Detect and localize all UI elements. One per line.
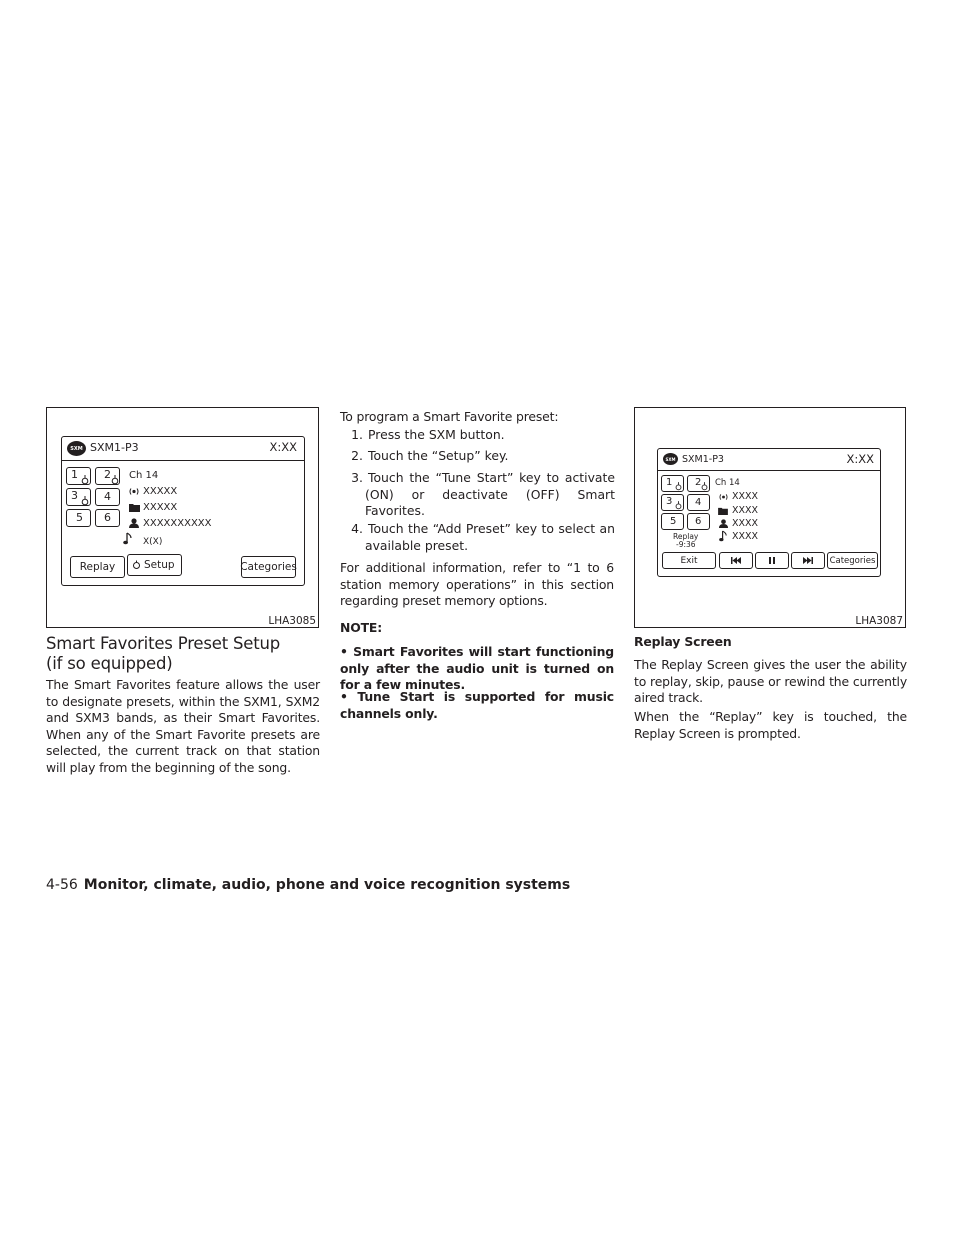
clock: X:XX xyxy=(269,440,297,454)
step-text: Press the SXM button. xyxy=(368,427,505,442)
preset-1-button[interactable] xyxy=(661,475,684,492)
clock: X:XX xyxy=(846,452,874,466)
step-3 xyxy=(340,470,615,520)
folder-icon xyxy=(129,503,140,512)
section-paragraph: The Smart Favorites feature allows the user to designate presets, within the SXM1, SXM2 and SXM3 bands, as their Smart Favorites. When any of the Smart Favorite presets are selected, the current track on that station will play from the beginning of the song. xyxy=(46,677,320,775)
presets-icon xyxy=(81,496,89,506)
skip-forward-button[interactable] xyxy=(791,552,825,569)
setup-icon xyxy=(132,560,141,570)
figure-code: LHA3087 xyxy=(855,615,903,627)
skip-back-icon xyxy=(731,557,741,564)
page-footer xyxy=(46,877,570,893)
replay-time: -9:36 xyxy=(676,540,696,549)
skip-forward-icon xyxy=(803,557,813,564)
preset-4-button[interactable] xyxy=(95,488,120,506)
preset-3-button[interactable] xyxy=(661,494,684,511)
presets-icon xyxy=(111,475,119,485)
preset-1-button[interactable] xyxy=(66,467,91,485)
figure-code: LHA3085 xyxy=(268,615,316,627)
program-intro: To program a Smart Favorite preset: xyxy=(340,409,559,424)
section-heading xyxy=(46,634,326,674)
replay-paragraph-1: The Replay Screen gives the user the ability to replay, skip, pause or rewind the currently aired track. xyxy=(634,657,907,706)
preset-number: 3 xyxy=(666,496,673,507)
step-number: 3. xyxy=(351,470,363,485)
step-text: Touch the “Add Preset” key to select an available preset. xyxy=(365,521,615,553)
name-line: XXXX xyxy=(732,518,759,529)
folder-icon xyxy=(718,507,728,515)
music-note-icon xyxy=(719,530,728,542)
music-note-icon xyxy=(123,532,133,545)
sxm-logo: SXM xyxy=(663,453,678,465)
song-line: X(X) xyxy=(143,537,163,547)
preset-4-button[interactable] xyxy=(687,494,710,511)
audio-screen xyxy=(657,448,881,577)
replay-paragraph-2: When the “Replay” key is touched, the Replay Screen is prompted. xyxy=(634,709,907,741)
setup-button[interactable] xyxy=(127,554,182,576)
title-divider xyxy=(658,470,880,471)
setup-label: Setup xyxy=(144,559,175,571)
artist-line: XXXXX xyxy=(143,486,178,497)
preset-number: 2 xyxy=(104,468,111,481)
preset-number: 3 xyxy=(71,489,78,502)
song-line: XXXX xyxy=(732,531,759,542)
broadcast-icon xyxy=(718,493,729,501)
preset-number: 4 xyxy=(104,490,111,503)
title-divider xyxy=(62,460,304,461)
step-4 xyxy=(340,521,615,554)
presets-icon xyxy=(701,482,708,491)
channel-label: Ch 14 xyxy=(715,478,740,488)
presets-icon xyxy=(675,501,682,510)
replay-button[interactable]: Replay xyxy=(70,556,125,578)
band-label: SXM1-P3 xyxy=(90,441,139,454)
broadcast-icon xyxy=(128,487,140,496)
note-item-1: • Smart Favorites will start functioning only after the audio unit is turned on for a few minutes. xyxy=(340,644,614,693)
audio-screen xyxy=(61,436,305,586)
note-item-2: • Tune Start is supported for music channels only. xyxy=(340,689,614,721)
step-number: 1. xyxy=(351,427,363,442)
replay-label: Replay xyxy=(673,532,699,541)
preset-6-button[interactable] xyxy=(95,509,120,527)
preset-number: 5 xyxy=(76,511,83,524)
chapter-title: Monitor, climate, audio, phone and voice recognition systems xyxy=(83,877,571,893)
heading-line-2: (if so equipped) xyxy=(46,654,173,673)
exit-button[interactable]: Exit xyxy=(662,552,716,569)
preset-number: 1 xyxy=(666,477,673,488)
step-number: 4. xyxy=(351,521,363,536)
categories-button[interactable]: Categories xyxy=(827,552,878,569)
step-text: Touch the “Tune Start” key to activate (ON) or deactivate (OFF) Smart Favorites. xyxy=(365,470,615,519)
preset-number: 2 xyxy=(695,477,702,488)
preset-number: 6 xyxy=(695,516,702,527)
person-icon xyxy=(129,518,139,528)
artist-line: XXXX xyxy=(732,491,759,502)
preset-number: 6 xyxy=(104,511,111,524)
step-number: 2. xyxy=(351,448,363,463)
person-icon xyxy=(719,519,728,528)
preset-3-button[interactable] xyxy=(66,488,91,506)
additional-info: For additional information, refer to “1 to 6 station memory operations” in this section regarding preset memory options. xyxy=(340,560,614,609)
band-label: SXM1-P3 xyxy=(682,454,724,465)
skip-back-button[interactable] xyxy=(719,552,753,569)
page-number: 4-56 xyxy=(46,877,78,893)
preset-5-button[interactable] xyxy=(661,513,684,530)
note-label: NOTE: xyxy=(340,620,383,635)
preset-2-button[interactable] xyxy=(687,475,710,492)
preset-number: 1 xyxy=(71,468,78,481)
step-2 xyxy=(340,448,615,465)
name-line: XXXXXXXXXX xyxy=(143,518,212,529)
heading-line-1: Smart Favorites Preset Setup xyxy=(46,634,281,653)
preset-5-button[interactable] xyxy=(66,509,91,527)
step-text: Touch the “Setup” key. xyxy=(368,448,509,463)
category-line: XXXXX xyxy=(143,502,178,513)
figure-replay-screen xyxy=(634,407,906,628)
channel-label: Ch 14 xyxy=(129,470,159,481)
presets-icon xyxy=(81,475,89,485)
preset-number: 5 xyxy=(670,516,677,527)
preset-2-button[interactable] xyxy=(95,467,120,485)
categories-button[interactable]: Categories xyxy=(241,556,296,578)
figure-smart-favorites-screen xyxy=(46,407,319,628)
preset-number: 4 xyxy=(695,497,702,508)
pause-icon xyxy=(769,557,775,564)
pause-button[interactable] xyxy=(755,552,789,569)
presets-icon xyxy=(675,482,682,491)
preset-6-button[interactable] xyxy=(687,513,710,530)
replay-heading: Replay Screen xyxy=(634,634,732,649)
step-1 xyxy=(340,427,615,444)
category-line: XXXX xyxy=(732,505,759,516)
sxm-logo: SXM xyxy=(67,441,86,456)
